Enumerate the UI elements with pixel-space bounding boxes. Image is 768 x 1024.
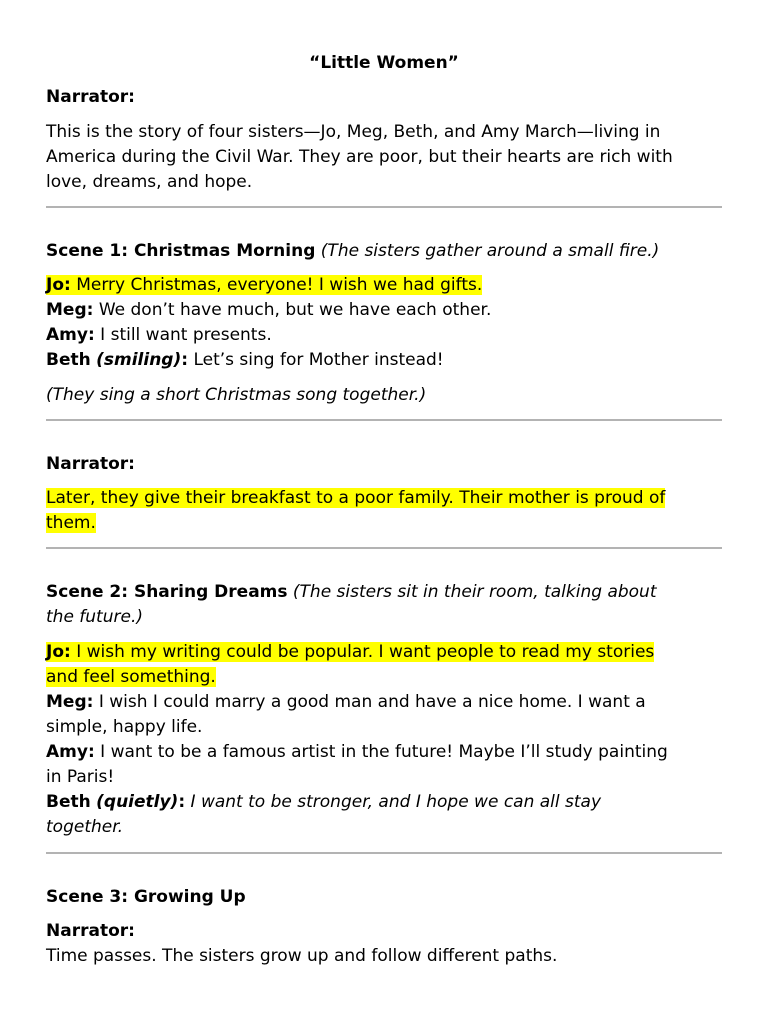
- dialogue-line-meg-cont: simple, happy life.: [46, 717, 203, 737]
- scene-1-heading-line: [46, 239, 722, 264]
- narration-text: Later, they give their breakfast to a poor family. Their mother is proud of: [46, 488, 666, 508]
- speaker-amy: Amy:: [46, 742, 95, 762]
- beth-dialogue: I want to be stronger, and I hope we can all stay: [190, 792, 602, 812]
- narration-line-2: [46, 511, 722, 536]
- scene-3-narration: Time passes. The sisters grow up and follow different paths.: [46, 946, 558, 966]
- dialogue-line-beth-cont: together.: [46, 817, 124, 837]
- narrator-label: Narrator:: [46, 87, 135, 107]
- speaker-amy: Amy:: [46, 325, 95, 345]
- speaker-jo: Jo:: [46, 275, 71, 295]
- dialogue-line-meg: [46, 298, 722, 323]
- dialogue-line-amy: [46, 740, 722, 765]
- divider: [46, 852, 722, 854]
- jo-dialogue-cont: and feel something.: [46, 667, 216, 687]
- divider: [46, 206, 722, 208]
- meg-dialogue: I wish I could marry a good man and have a nice home. I want a: [98, 692, 646, 712]
- dialogue-line-jo: [46, 273, 722, 298]
- scene-2-heading-line: [46, 580, 722, 605]
- page-title: “Little Women”: [309, 53, 459, 73]
- scene-2-stage-direction-cont: the future.): [46, 607, 143, 627]
- speaker-jo: Jo:: [46, 642, 71, 662]
- scene-1-closing-direction: (They sing a short Christmas song together.): [46, 385, 427, 405]
- amy-dialogue: I still want presents.: [100, 325, 272, 345]
- dialogue-line-beth: [46, 790, 722, 815]
- beth-colon: :: [181, 350, 189, 370]
- divider: [46, 547, 722, 549]
- beth-direction: (smiling): [96, 350, 182, 370]
- narrator-label: Narrator:: [46, 921, 135, 941]
- beth-dialogue: Let’s sing for Mother instead!: [193, 350, 444, 370]
- narration-line-1: [46, 486, 722, 511]
- dialogue-line-amy: [46, 323, 722, 348]
- intro-line-1: This is the story of four sisters—Jo, Meg, Beth, and Amy March—living in: [46, 122, 661, 142]
- speaker-beth: Beth: [46, 792, 91, 812]
- scene-2-heading: Scene 2: Sharing Dreams: [46, 582, 288, 602]
- dialogue-line-beth: [46, 348, 722, 373]
- dialogue-line-meg: [46, 690, 722, 715]
- speaker-beth: Beth: [46, 350, 91, 370]
- scene-3-heading: Scene 3: Growing Up: [46, 887, 246, 907]
- divider: [46, 419, 722, 421]
- beth-colon: :: [178, 792, 186, 812]
- scene-1-heading: Scene 1: Christmas Morning: [46, 241, 316, 261]
- narrator-label: Narrator:: [46, 454, 135, 474]
- dialogue-line-jo-cont: [46, 665, 722, 690]
- scene-2-stage-direction: (The sisters sit in their room, talking about: [292, 582, 657, 602]
- speaker-meg: Meg:: [46, 300, 94, 320]
- scene-1-stage-direction: (The sisters gather around a small fire.): [320, 241, 660, 261]
- amy-dialogue: I want to be a famous artist in the future! Maybe I’ll study painting: [100, 742, 668, 762]
- meg-dialogue: We don’t have much, but we have each other.: [98, 300, 492, 320]
- speaker-meg: Meg:: [46, 692, 94, 712]
- jo-dialogue: Merry Christmas, everyone! I wish we had gifts.: [76, 275, 483, 295]
- jo-dialogue: I wish my writing could be popular. I want people to read my stories: [76, 642, 655, 662]
- dialogue-line-jo: [46, 640, 722, 665]
- intro-line-3: love, dreams, and hope.: [46, 172, 253, 192]
- beth-direction: (quietly): [96, 792, 179, 812]
- narration-text: them.: [46, 513, 96, 533]
- dialogue-line-amy-cont: in Paris!: [46, 767, 115, 787]
- intro-line-2: America during the Civil War. They are poor, but their hearts are rich with: [46, 147, 673, 167]
